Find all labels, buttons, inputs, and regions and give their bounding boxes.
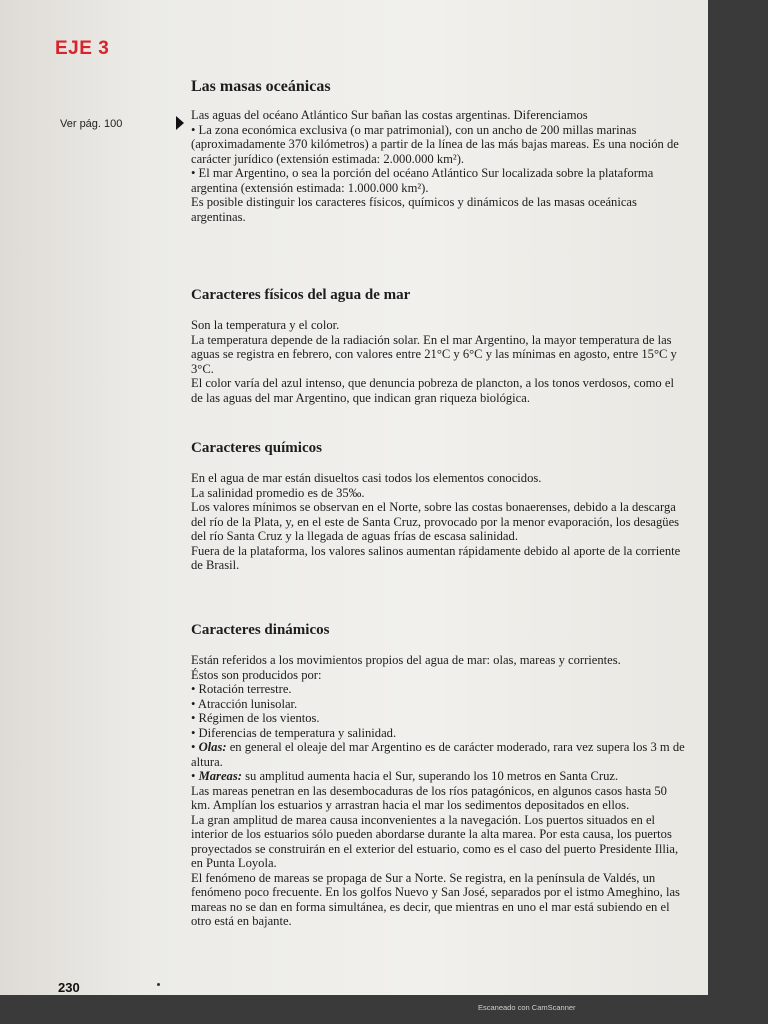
intro-paragraph: • El mar Argentino, o sea la porción del océano Atlántico Sur localizada sobre la plataforma argentina (extensión estimada: 1.000.000 km²). — [191, 166, 654, 195]
mareas-text: su amplitud aumenta hacia el Sur, superando los 10 metros en Santa Cruz. — [241, 769, 619, 783]
mareas-paragraph: • Mareas: su amplitud aumenta hacia el Sur, superando los 10 metros en Santa Cruz. — [191, 769, 619, 783]
section-quimicos — [191, 440, 687, 573]
paragraph: Están referidos a los movimientos propios del agua de mar: olas, mareas y corrientes. — [191, 653, 621, 667]
list-item: • Rotación terrestre. — [191, 682, 292, 696]
intro-section — [191, 78, 687, 224]
paragraph: La temperatura depende de la radiación solar. En el mar Argentino, la mayor temperatura de las aguas se registra en febrero, con valores entre 21°C y 6°C y las mínimas en agosto, entre 15°C y 3°C. — [191, 332, 677, 376]
section-dinamicos — [191, 622, 687, 929]
margin-reference: Ver pág. 100 — [60, 118, 123, 130]
mareas-label: Mareas: — [198, 769, 242, 783]
paragraph: Los valores mínimos se observan en el Norte, sobre las costas bonaerenses, debido a la descarga del río de la Plata, y, en el este de Santa Cruz, provocado por la menor evaporación, los desagües del río Santa Cruz y la llegada de aguas frías de escasa salinidad. — [191, 500, 680, 543]
paragraph: El color varía del azul intenso, que denuncia pobreza de plancton, a los tonos verdosos, como el de las aguas del mar Argentino, que indican gran riqueza biológica. — [191, 376, 674, 405]
paragraph: Son la temperatura y el color. — [191, 318, 340, 332]
list-item: • Régimen de los vientos. — [191, 711, 320, 725]
section-label: EJE 3 — [55, 38, 110, 59]
intro-paragraph: Es posible distinguir los caracteres físicos, químicos y dinámicos de las masas oceánicas argentinas. — [191, 195, 637, 224]
paragraph: El fenómeno de mareas se propaga de Sur a Norte. Se registra, en la península de Valdés, un fenómeno poco frecuente. En los golfos Nuevo y San José, separados por el istmo Ameghino, las mareas no se dan en forma simultánea, es decir, que mientras en uno el mar está subiendo en el otro está en bajante. — [191, 870, 680, 928]
paragraph: La salinidad promedio es de 35‰. — [191, 485, 365, 500]
olas-label: Olas: — [198, 740, 227, 754]
paragraph: Las mareas penetran en las desembocaduras de los ríos patagónicos, en algunos casos hasta 50 km. Amplían los estuarios y arrastran hacia el mar los sedimentos depositados en ellos. — [191, 783, 667, 812]
section-fisicos — [191, 287, 687, 405]
paragraph: En el agua de mar están disueltos casi todos los elementos conocidos. — [191, 471, 542, 485]
intro-paragraph: • La zona económica exclusiva (o mar patrimonial), con un ancho de 200 millas marinas (aproximadamente 370 kilómetros) a partir de la línea de las más bajas mareas. Es una noción de carácter jurídico (extensión estimada: 2.000.000 km²). — [191, 122, 679, 166]
page-number: 230 — [58, 980, 80, 995]
paragraph: Éstos son producidos por: — [191, 667, 322, 682]
olas-text: en general el oleaje del mar Argentino es de carácter moderado, rara vez supera los 3 m de altura. — [191, 740, 685, 769]
olas-paragraph: • Olas: en general el oleaje del mar Argentino es de carácter moderado, rara vez supera los 3 m de altura. — [191, 740, 685, 769]
list-item: • Atracción lunisolar. — [191, 696, 298, 711]
pointer-arrow-icon — [176, 116, 184, 130]
ink-dot — [157, 983, 160, 986]
page-title: Las masas oceánicas — [191, 78, 331, 95]
section-heading: Caracteres dinámicos — [191, 622, 330, 638]
list-item: • Diferencias de temperatura y salinidad. — [191, 725, 397, 740]
section-heading: Caracteres químicos — [191, 440, 322, 456]
scanner-credit: Escaneado con CamScanner — [478, 1003, 576, 1012]
paragraph: La gran amplitud de marea causa inconvenientes a la navegación. Los puertos situados en el interior de los estuarios sólo pueden abordarse durante la alta marea. Por esta causa, los puertos proyectados se construirán en el exterior del estuario, como es el caso del puerto Presidente Illia, en Punta Loyola. — [191, 812, 679, 870]
paragraph: Fuera de la plataforma, los valores salinos aumentan rápidamente debido al aporte de la corriente de Brasil. — [191, 543, 681, 572]
section-heading: Caracteres físicos del agua de mar — [191, 287, 411, 303]
intro-paragraph: Las aguas del océano Atlántico Sur bañan las costas argentinas. Diferenciamos — [191, 108, 588, 122]
